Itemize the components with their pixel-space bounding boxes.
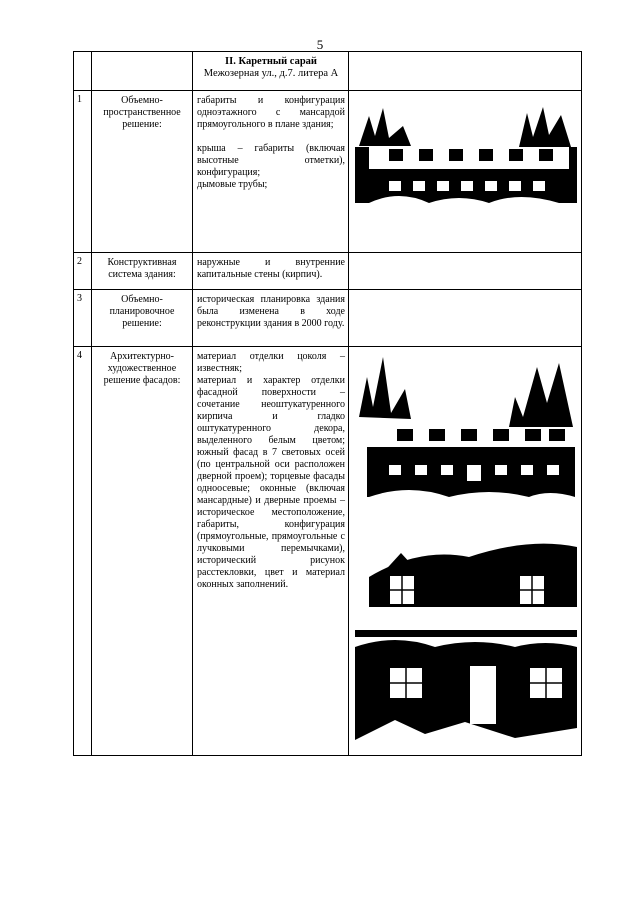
desc-paragraph: материал и характер отделки фасадной поверхности – сочетание неоштукатуренного кирпича и гладко оштукатуренного декора, выделенного белым цветом; южный фасад в 7 световых осей (по центральной оси расположен дверной проем); торцевые фасады одноосевые; оконные (включая мансардные) и дверные проемы – историческое местоположение, габариты, конфигурация (прямоугольные, прямоугольные с лучковыми перемычками), исторический рисунок расстекловки, цвет и материал оконных заполнений. [197,375,345,590]
table-row [74,253,582,290]
header-row [74,52,582,91]
header-desc-cell [193,52,349,91]
header-num-cell [74,52,92,91]
row-number: 1 [74,91,92,253]
table-row [74,91,582,253]
desc-paragraph: габариты и конфигурация одноэтажного с мансардой прямоугольного в плане здания; [197,95,345,130]
row-description [193,91,349,253]
desc-paragraph: наружные и внутренние капитальные стены (кирпич). [197,257,345,280]
object-title: II. Каретный сарай [225,56,317,67]
desc-paragraph: крыша – габариты (включая высотные отметки), конфигурация; [197,143,345,178]
monument-table [73,51,582,756]
photo-cell [349,91,582,253]
photo-cell [349,347,582,756]
page-number: 5 [316,37,324,52]
row-name: Конструктивная система здания: [92,253,193,290]
row-number: 3 [74,290,92,347]
header-name-cell [92,52,193,91]
table-row [74,347,582,756]
row-name: Объемно-пространственное решение: [92,91,193,253]
row-description [193,347,349,756]
row-number: 2 [74,253,92,290]
building-photo-2 [349,347,581,752]
desc-paragraph: дымовые трубы; [197,179,268,190]
table-row [74,290,582,347]
desc-paragraph: материал отделки цоколя – известняк; [197,351,345,374]
empty-image-cell [349,290,582,347]
empty-image-cell [349,253,582,290]
row-description [193,290,349,347]
row-number: 4 [74,347,92,756]
row-name: Архитектурно-художественное решение фасадов: [92,347,193,756]
desc-paragraph: историческая планировка здания была изменена в ходе реконструкции здания в 2000 году. [197,294,345,329]
building-photo-1 [349,91,581,251]
row-description [193,253,349,290]
row-name: Объемно-планировочное решение: [92,290,193,347]
object-address: Межозерная ул., д.7. литера А [203,68,339,79]
header-image-cell [349,52,582,91]
